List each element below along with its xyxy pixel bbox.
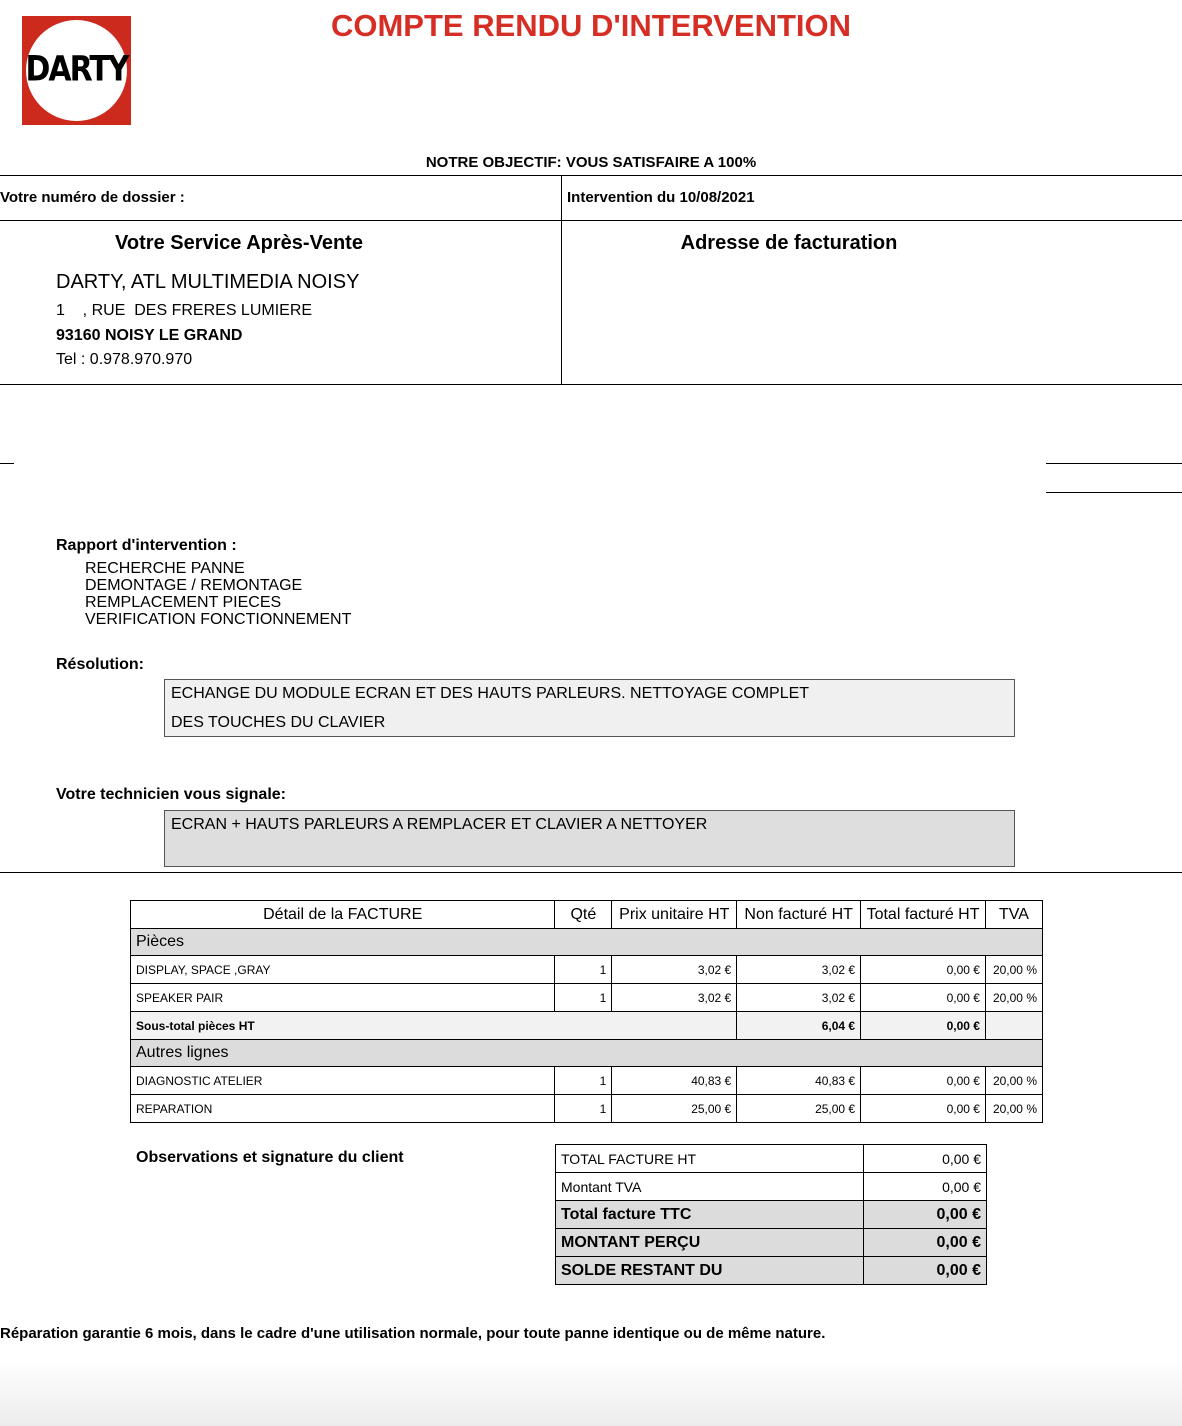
section-label: Autres lignes [131,1040,1043,1067]
resolution-line: DES TOUCHES DU CLAVIER [171,714,386,731]
invoice-table [130,900,1043,1123]
resolution-label: Résolution: [56,656,144,673]
totals-value: 0,00 € [864,1229,987,1257]
observations-label: Observations et signature du client [136,1149,404,1166]
table-row [131,984,1043,1012]
totals-label: TOTAL FACTURE HT [556,1145,864,1173]
cell-total: 0,00 € [861,1067,986,1095]
column-header: Qté [555,901,612,929]
cell-empty [985,1012,1042,1040]
cell-total: 0,00 € [861,984,986,1012]
totals-row [556,1145,987,1173]
subtotal-total: 0,00 € [861,1012,986,1040]
totals-value: 0,00 € [864,1173,987,1201]
partial-line [1046,463,1182,464]
list-item: DEMONTAGE / REMONTAGE [85,577,303,594]
cell-label: SPEAKER PAIR [131,984,555,1012]
totals-label: Total facture TTC [556,1201,864,1229]
column-header: Total facturé HT [861,901,986,929]
totals-label: SOLDE RESTANT DU [556,1257,864,1285]
table-row [131,1095,1043,1123]
sav-name: DARTY, ATL MULTIMEDIA NOISY [56,271,360,293]
invoice-header-row [131,901,1043,929]
intervention-date: Intervention du 10/08/2021 [567,189,755,206]
divider [0,175,1182,176]
totals-table [555,1144,987,1285]
cell-non-facture: 40,83 € [737,1067,861,1095]
cell-qty: 1 [555,956,612,984]
list-item: VERIFICATION FONCTIONNEMENT [85,611,352,628]
divider-vertical [561,175,562,385]
totals-value: 0,00 € [864,1257,987,1285]
cell-tva: 20,00 % [985,1067,1042,1095]
subtotal-label: Sous-total pièces HT [131,1012,737,1040]
technician-note: ECRAN + HAUTS PARLEURS A REMPLACER ET CLAVIER A NETTOYER [171,816,708,833]
cell-unit-price: 3,02 € [612,956,737,984]
page-bottom-shade [0,1360,1182,1426]
warranty-note: Réparation garantie 6 mois, dans le cadre d'une utilisation normale, pour toute panne identique ou de même nature. [0,1325,826,1342]
column-header: Détail de la FACTURE [131,901,555,929]
document-title: COMPTE RENDU D'INTERVENTION [330,8,852,43]
cell-qty: 1 [555,984,612,1012]
cell-non-facture: 3,02 € [737,984,861,1012]
objective-banner: NOTRE OBJECTIF: VOUS SATISFAIRE A 100% [425,154,757,171]
rapport-list [85,560,351,628]
sav-title: Votre Service Après-Vente [115,232,363,254]
cell-tva: 20,00 % [985,1095,1042,1123]
divider [0,220,1182,221]
cell-total: 0,00 € [861,1095,986,1123]
list-item: REMPLACEMENT PIECES [85,594,282,611]
table-row [131,1067,1043,1095]
cell-tva: 20,00 % [985,956,1042,984]
cell-total: 0,00 € [861,956,986,984]
cell-label: DIAGNOSTIC ATELIER [131,1067,555,1095]
totals-row [556,1229,987,1257]
cell-unit-price: 3,02 € [612,984,737,1012]
dossier-number-label: Votre numéro de dossier : [0,189,185,206]
totals-row [556,1257,987,1285]
darty-logo-text: DARTY [25,49,128,90]
partial-line [0,463,14,464]
totals-row [556,1201,987,1229]
sav-city: 93160 NOISY LE GRAND [56,327,243,344]
partial-line [1046,492,1182,493]
cell-qty: 1 [555,1095,612,1123]
cell-qty: 1 [555,1067,612,1095]
column-header: Prix unitaire HT [612,901,737,929]
resolution-box [164,679,1015,737]
rapport-label: Rapport d'intervention : [56,537,237,554]
totals-row [556,1173,987,1201]
section-row [131,1040,1043,1067]
cell-label: REPARATION [131,1095,555,1123]
technician-note-box [164,810,1015,867]
table-row [131,956,1043,984]
cell-non-facture: 3,02 € [737,956,861,984]
totals-label: Montant TVA [556,1173,864,1201]
column-header: TVA [985,901,1042,929]
cell-non-facture: 25,00 € [737,1095,861,1123]
totals-label: MONTANT PERÇU [556,1229,864,1257]
list-item: RECHERCHE PANNE [85,560,245,577]
cell-unit-price: 40,83 € [612,1067,737,1095]
column-header: Non facturé HT [737,901,861,929]
technician-label: Votre technicien vous signale: [56,786,286,803]
cell-tva: 20,00 % [985,984,1042,1012]
section-row [131,929,1043,956]
cell-label: DISPLAY, SPACE ,GRAY [131,956,555,984]
divider [0,384,1182,385]
section-label: Pièces [131,929,1043,956]
resolution-line: ECHANGE DU MODULE ECRAN ET DES HAUTS PARLEURS. NETTOYAGE COMPLET [171,685,810,702]
sav-street: 1 , RUE DES FRERES LUMIERE [56,302,313,319]
subtotal-non-facture: 6,04 € [737,1012,861,1040]
cell-unit-price: 25,00 € [612,1095,737,1123]
billing-address-title: Adresse de facturation [680,232,898,254]
subtotal-row [131,1012,1043,1040]
totals-value: 0,00 € [864,1145,987,1173]
divider [0,872,1182,873]
sav-phone: Tel : 0.978.970.970 [56,351,193,368]
totals-value: 0,00 € [864,1201,987,1229]
